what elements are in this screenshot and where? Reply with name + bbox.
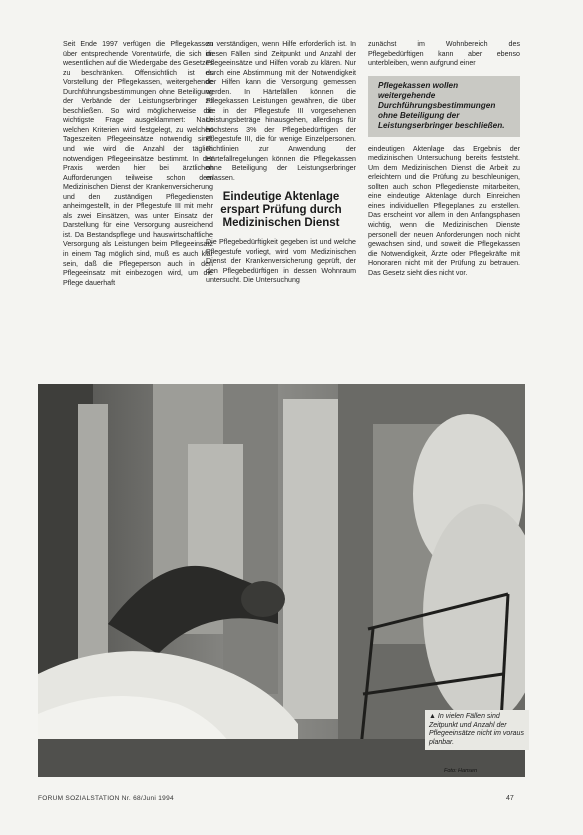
pull-quote: Pflegekassen wollen weitergehende Durchführungsbestimmungen ohne Beteiligung der Leistungserbringer beschließen. — [368, 76, 520, 137]
page-number: 47 — [506, 795, 514, 802]
article-column-3 — [368, 40, 520, 278]
column-2-text: zu verständigen, wenn Hilfe erforderlich ist. In diesen Fällen sind Zeitpunkt und Anzahl der Pflegeeinsätze und Hilfen vorab zu klären. Nur durch eine Abstimmung mit der Notwendigkeit der Hilfen kann die Versorgung gemessen werden. In Härtefällen können die Pflegekassen Leistungen gewähren, die über die in der Pflegestufe III vorgesehenen Leistungsbeträge hinausgehen, allerdings für höchstens 3% der Pflegebedürftigen der Pflegestufe III, die für wenige Einzelpersonen. Richtlinien zur Anwendung der Härtefallregelungen können die Pflegekassen ohne Beteiligung der Leistungserbringer erlassen. — [206, 40, 356, 182]
article-column-2 — [206, 40, 356, 286]
section-subheading: Eindeutige Aktenlage erspart Prüfung durch Medizinischen Dienst — [220, 191, 342, 230]
triangle-marker-icon: ▲ — [429, 713, 438, 720]
column-3-text: zunächst im Wohnbereich des Pflegebedürftigen kann aber ebenso unterbleiben, wenn aufgrund einer — [368, 40, 520, 68]
footer-publication: FORUM SOZIALSTATION Nr. 68/Juni 1994 — [38, 795, 174, 802]
caption-text: In vielen Fällen sind Zeitpunkt und Anzahl der Pflegeeinsätze nicht im voraus planbar. — [429, 713, 524, 746]
column-2-text-continued: Die Pflegebedürftigkeit gegeben ist und welche Pflegestufe vorliegt, wird vom Medizinischen Dienst der Krankenversicherung geprüft, der den Pflegebedürftigen in dessen Wohnraum untersucht. Die Untersuchung — [206, 238, 356, 285]
column-1-text: Seit Ende 1997 verfügen die Pflegekassen über entsprechende Vorentwürfe, die sich im wesentlichen auf die Wiedergabe des Gesetzes zu beschränken. Offensichtlich ist es Vorstellung der Pflegekassen, weitergehende Durchführungsbestimmungen ohne Beteiligung der Verbände der Leistungserbringer zu beschließen. So wird möglicherweise die wichtigste Frage ausgeklammert: Nach welchen Kriterien wird festgelegt, zu welchen Tageszeiten Pflegeeinsätze notwendig sind, und wie wird die Anzahl der täglich notwendigen Pflegeeinsätze bestimmt. In der Praxis werden hier bei ärztlichen Aufforderungen teilweise schon dem Medizinischen Dienst der Krankenversicherung und den zuständigen Pflegediensten anheimgestellt, in der Pflegestufe III mit mehr als zwei Einsätzen, was unter Einsatz der Darstellung für eine Versorgung ausreichend ist. Da Bestandspflege und hauswirtschaftliche Versorgung als Leistungen beim Pflegeeinsatz in einem Tag möglich sind, muß es auch klar sein, daß die Pflegeperson auch in den Pflegeeinsatz mit einbezogen wird, um die Pflege dauerhaft — [63, 40, 213, 287]
article-column-1 — [63, 40, 213, 288]
column-3-text-continued: eindeutigen Aktenlage das Ergebnis der medizinischen Untersuchung bereits feststeht. Um dem Medizinischen Dienst die Arbeit zu erleichtern und die Prüfung zu beschleunigen, sollten auch schon Pflegedienste mitarbeiten, eine eindeutige Aktenlage durch Einreichen eines individuellen Pflegeplanes zu erstellen. Das erscheint vor allem in den Anfangsphasen wichtig, wenn die Medizinischen Dienste personell der neuen Anforderungen noch nicht gewachsen sind, und soweit die Pflegekassen die Notwendigkeit, Ärzte oder Pflegekräfte mit Honoraren nicht mit der Prüfung zu betrauen. Das Gesetz sieht dies nicht vor. — [368, 144, 520, 277]
photo-credit: Foto: Hansen — [444, 768, 478, 774]
photo-caption — [425, 710, 529, 750]
